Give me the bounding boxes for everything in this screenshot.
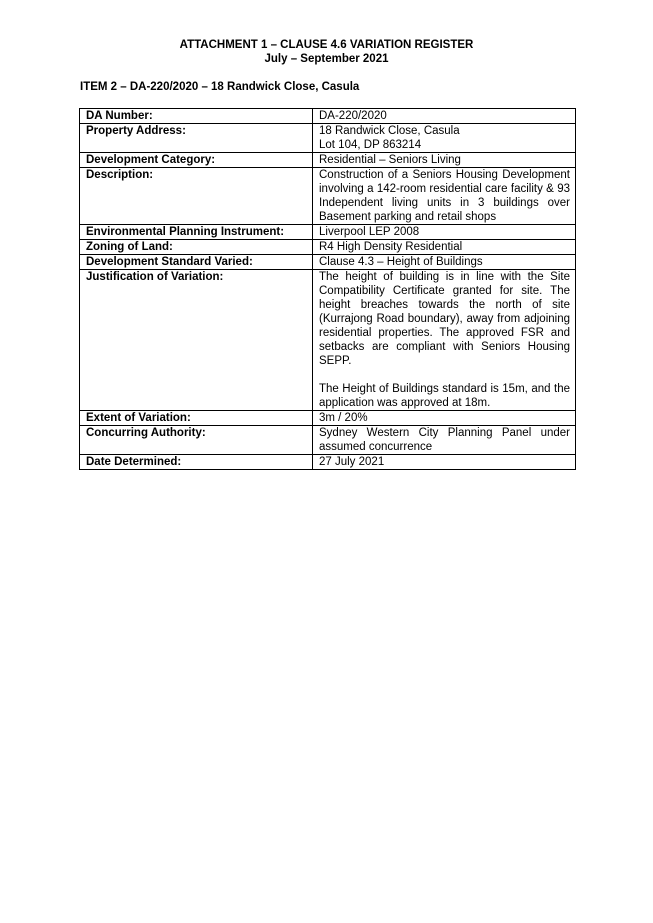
variation-register-table xyxy=(79,108,576,470)
row-date-determined xyxy=(80,455,576,470)
zoning-value: R4 High Density Residential xyxy=(313,240,576,255)
row-extent xyxy=(80,411,576,426)
standard-varied-value: Clause 4.3 – Height of Buildings xyxy=(313,255,576,270)
date-determined-value: 27 July 2021 xyxy=(313,455,576,470)
concurring-authority-value xyxy=(313,426,576,455)
da-number-label: DA Number: xyxy=(80,109,313,124)
development-category-label: Development Category: xyxy=(80,153,313,168)
justification-paragraph-2: The Height of Buildings standard is 15m, and the application was approved at 18m. xyxy=(319,383,570,409)
row-standard-varied xyxy=(80,255,576,270)
justification-label: Justification of Variation: xyxy=(80,270,313,411)
description-label: Description: xyxy=(80,168,313,225)
justification-paragraph-1: The height of building is in line with the Site Compatibility Certificate granted for site. The height breaches towards the north of site (Kurrajong Road boundary), away from adjoining residential properties. The approved FSR and setbacks are compliant with Seniors Housing SEPP. xyxy=(319,271,570,367)
date-determined-label: Date Determined: xyxy=(80,455,313,470)
row-epi xyxy=(80,225,576,240)
property-address-line-1: 18 Randwick Close, Casula xyxy=(319,125,460,137)
extent-value: 3m / 20% xyxy=(313,411,576,426)
row-development-category xyxy=(80,153,576,168)
row-description xyxy=(80,168,576,225)
row-property-address xyxy=(80,124,576,153)
extent-label: Extent of Variation: xyxy=(80,411,313,426)
row-concurring-authority xyxy=(80,426,576,455)
row-zoning xyxy=(80,240,576,255)
property-address-value xyxy=(313,124,576,153)
description-text: Construction of a Seniors Housing Development involving a 142-room residential care facility & 93 Independent living units in 3 buildings over Basement parking and retail shops xyxy=(319,169,570,223)
row-da-number xyxy=(80,109,576,124)
concurring-authority-text: Sydney Western City Planning Panel under assumed concurrence xyxy=(319,427,570,453)
title-line-1: ATTACHMENT 1 – CLAUSE 4.6 VARIATION REGISTER xyxy=(179,39,474,51)
row-justification xyxy=(80,270,576,411)
property-address-line-2: Lot 104, DP 863214 xyxy=(319,139,422,151)
standard-varied-label: Development Standard Varied: xyxy=(80,255,313,270)
document-title xyxy=(0,38,653,66)
zoning-label: Zoning of Land: xyxy=(80,240,313,255)
concurring-authority-label: Concurring Authority: xyxy=(80,426,313,455)
epi-label: Environmental Planning Instrument: xyxy=(80,225,313,240)
development-category-value: Residential – Seniors Living xyxy=(313,153,576,168)
description-value xyxy=(313,168,576,225)
item-heading: ITEM 2 – DA-220/2020 – 18 Randwick Close, Casula xyxy=(80,81,360,93)
justification-value xyxy=(313,270,576,411)
epi-value: Liverpool LEP 2008 xyxy=(313,225,576,240)
title-line-2: July – September 2021 xyxy=(264,53,389,65)
property-address-label: Property Address: xyxy=(80,124,313,153)
da-number-value: DA-220/2020 xyxy=(313,109,576,124)
